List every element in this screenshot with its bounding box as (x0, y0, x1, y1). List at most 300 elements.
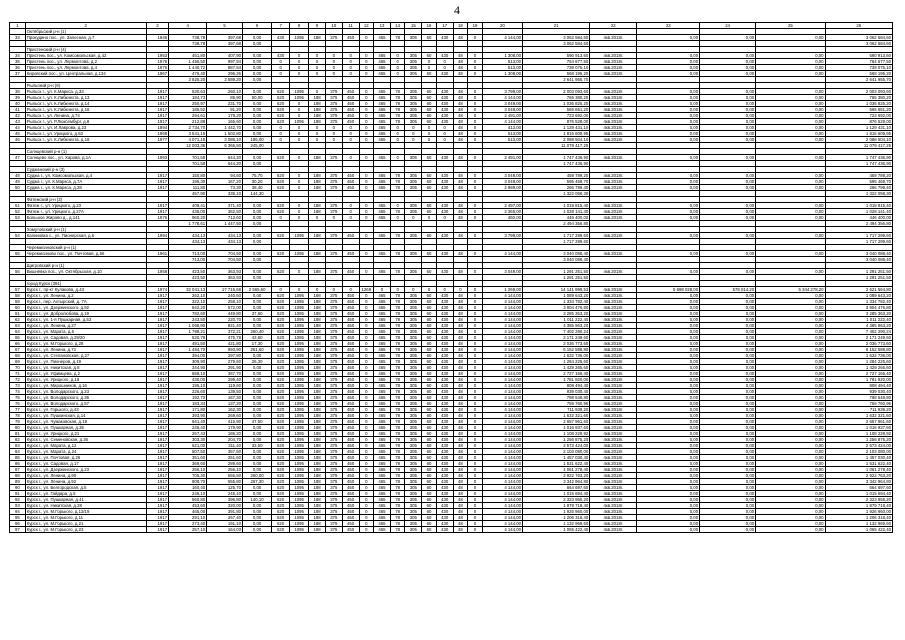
table-cell: 4 144,00 (482, 353, 522, 359)
table-cell: Курск г., ул. Марата, д.24 (25, 449, 146, 455)
table-cell: 48 (453, 479, 468, 485)
table-cell: 0 (468, 401, 483, 407)
table-cell: 0 (342, 59, 359, 65)
table-cell: 0,00 (700, 461, 756, 467)
table-cell: 0 (468, 413, 483, 419)
table-cell: 430 (436, 491, 453, 497)
table-cell: 430 (436, 35, 453, 41)
table-cell: 450 (342, 113, 359, 119)
table-cell: 212,88 (169, 119, 207, 125)
table-cell: 1095 (290, 293, 309, 299)
table-cell: 1 442,70 (207, 125, 243, 131)
total-cell: 1 717 299,60 (523, 239, 590, 245)
table-cell: 0 (342, 71, 359, 77)
table-cell: 78 (390, 491, 405, 497)
table-cell: 1917 (146, 95, 168, 101)
table-cell: 465 (374, 407, 391, 413)
table-cell: 70 (10, 365, 26, 371)
table-cell: 4кв.2018г. (590, 269, 637, 275)
table-cell: 450 (342, 461, 359, 467)
table-cell: 0,00 (637, 383, 700, 389)
table-cell: 450 (342, 443, 359, 449)
table-cell: 1976 (146, 65, 168, 71)
table-cell: 305 (405, 389, 422, 395)
table-cell: 1917 (146, 455, 168, 461)
table-cell: 60 (422, 365, 437, 371)
table-cell: 430 (436, 107, 453, 113)
table-cell: 0,00 (756, 155, 825, 161)
table-cell: 0 (272, 287, 290, 293)
table-cell: 664 697,60 (523, 485, 590, 491)
table-cell: 375 (325, 497, 342, 503)
table-cell: 0,00 (700, 35, 756, 41)
table-cell: 1917 (146, 485, 168, 491)
table-cell: 48 (453, 185, 468, 191)
table-cell: 465 (374, 515, 391, 521)
table-cell: 17,30 (243, 341, 272, 347)
table-cell: 0,00 (243, 527, 272, 533)
table-cell: Черемисиново пос., ул. Почтовая, д.56 (25, 251, 146, 257)
table-cell: 4 144,00 (482, 119, 522, 125)
table-cell: 555,80 (207, 479, 243, 485)
table-cell: 48 (453, 119, 468, 125)
table-cell: Рыльск г., ул. К.Либкнехта, д.16 (25, 107, 146, 113)
table-cell: 1917 (146, 353, 168, 359)
table-cell: 0,00 (700, 335, 756, 341)
table-cell: 0,00 (637, 101, 700, 107)
table-cell: 1 256 875,20 (523, 437, 590, 443)
table-cell: 0,00 (637, 209, 700, 215)
table-cell: 0 (468, 311, 483, 317)
table-cell: 92 (10, 497, 26, 503)
table-cell: 465 (374, 209, 391, 215)
table-cell: 45 (10, 131, 26, 137)
table-cell: 0 (468, 467, 483, 473)
table-cell: 0,00 (700, 131, 756, 137)
table-cell: 430 (436, 437, 453, 443)
table-cell: 1917 (146, 107, 168, 113)
table-cell: 78 (390, 347, 405, 353)
table-cell: Курск г., ул. Гайдара, д.5 (25, 491, 146, 497)
table-cell: 1095 (290, 491, 309, 497)
table-cell: 1095 (290, 317, 309, 323)
table-cell: 620 (272, 479, 290, 485)
table-cell: 620 (272, 203, 290, 209)
total-cell: 12 003,36 (169, 143, 207, 149)
table-cell: 78 (390, 443, 405, 449)
table-cell: 4кв.2018г. (590, 389, 637, 395)
table-cell: 0,00 (756, 371, 825, 377)
table-cell: 0 (359, 65, 374, 71)
table-cell: 0,00 (756, 131, 825, 137)
total-cell: 423,50 (169, 275, 207, 281)
table-cell: 0,00 (700, 419, 756, 425)
table-cell: 0,00 (700, 407, 756, 413)
table-cell: 1917 (146, 383, 168, 389)
table-cell: 4 144,00 (482, 293, 522, 299)
column-number: 6 (243, 23, 272, 29)
table-cell: 60 (422, 491, 437, 497)
table-cell: Рыльск г., ул. Р.Люксембург, д.8 (25, 119, 146, 125)
table-cell: 188 (309, 35, 326, 41)
table-cell: 60 (422, 203, 437, 209)
table-cell: 0,00 (637, 515, 700, 521)
table-cell: 0 (468, 305, 483, 311)
district-name: Рыльский р-н (9) (25, 83, 146, 89)
table-cell: 711 939,20 (523, 407, 590, 413)
district-name: город Курск (391) (25, 281, 146, 287)
table-cell: 0 (436, 131, 453, 137)
table-cell: 430 (436, 341, 453, 347)
table-cell: 0,00 (637, 203, 700, 209)
table-cell: 620 (272, 359, 290, 365)
table-cell: 0 (309, 215, 326, 221)
table-cell: 60 (422, 497, 437, 503)
table-cell: 4 144,00 (482, 509, 522, 515)
table-cell: 0,00 (756, 473, 825, 479)
table-cell: 60 (422, 455, 437, 461)
table-cell: 240,60 (207, 293, 243, 299)
table-cell: 450 (342, 317, 359, 323)
table-cell: 0,00 (700, 89, 756, 95)
table-cell: 79 (10, 419, 26, 425)
table-cell: 53 (10, 215, 26, 221)
table-cell: 1917 (146, 521, 168, 527)
table-cell: 620 (272, 101, 290, 107)
table-cell: 0 (359, 437, 374, 443)
table-cell: 1095 (290, 251, 309, 257)
table-cell: 0 (359, 341, 374, 347)
table-cell: 0 (309, 137, 326, 143)
table-cell: 78 (390, 119, 405, 125)
table-cell: 2 323 955,20 (825, 497, 892, 503)
table-cell: 305 (405, 65, 422, 71)
column-number: 14 (390, 23, 405, 29)
table-cell: 375 (325, 515, 342, 521)
table-cell: 0,00 (243, 125, 272, 131)
table-cell: 0 (290, 287, 309, 293)
table-cell: 48 (453, 461, 468, 467)
table-cell: 0,00 (700, 395, 756, 401)
table-cell: 1917 (146, 341, 168, 347)
table-cell: 188 (309, 341, 326, 347)
table-cell: 415,90 (207, 419, 243, 425)
total-cell: 0,00 (243, 77, 272, 83)
table-cell: 78 (390, 173, 405, 179)
table-cell: 375 (325, 359, 342, 365)
total-cell: 144,30 (243, 191, 272, 197)
table-cell: 303,30 (169, 437, 207, 443)
table-cell: 1 036 825,20 (825, 101, 892, 107)
table-cell: 5 344 278,20 (756, 287, 825, 293)
table-cell: 0 (359, 515, 374, 521)
table-cell: 0,00 (637, 107, 700, 113)
table-cell: 185,00 (243, 137, 272, 143)
table-cell: 450 (342, 389, 359, 395)
total-cell: 3 040 088,40 (523, 257, 590, 263)
table-cell: 78 (390, 359, 405, 365)
table-cell: 188 (309, 179, 326, 185)
table-cell: 188 (309, 95, 326, 101)
table-cell: 38 (10, 89, 26, 95)
table-cell: 188 (309, 443, 326, 449)
table-cell: 60 (422, 299, 437, 305)
table-cell: 73,30 (207, 185, 243, 191)
table-cell: 375 (325, 383, 342, 389)
table-cell: 430 (436, 377, 453, 383)
table-cell: 4 385 963,20 (825, 323, 892, 329)
table-cell: 188 (309, 185, 326, 191)
table-cell: 48 (453, 95, 468, 101)
table-cell: 78 (390, 437, 405, 443)
table-cell: 413,00 (482, 125, 522, 131)
table-cell: 1 926 960,00 (523, 509, 590, 515)
table-cell: 1917 (146, 527, 168, 533)
table-cell: 2 088 504,10 (523, 137, 590, 143)
table-cell: 125,70 (207, 485, 243, 491)
table-cell: 48 (453, 467, 468, 473)
table-cell: 450 (342, 311, 359, 317)
table-cell: 465 (374, 251, 391, 257)
table-cell: 375 (325, 341, 342, 347)
table-cell: 375 (325, 473, 342, 479)
table-cell: 48 (453, 323, 468, 329)
column-number: 5 (207, 23, 243, 29)
table-cell: 451,80 (169, 53, 207, 59)
table-cell: 0,00 (700, 353, 756, 359)
table-cell: 188 (309, 311, 326, 317)
table-cell: 0 (468, 323, 483, 329)
table-cell: 620 (272, 401, 290, 407)
table-cell: 620 (272, 413, 290, 419)
table-cell: 305 (405, 371, 422, 377)
table-cell: 48 (453, 449, 468, 455)
table-cell: 465 (374, 413, 391, 419)
table-cell: 57 (10, 287, 26, 293)
table-cell: 0 (468, 515, 483, 521)
table-cell: 1 016 937,60 (523, 425, 590, 431)
table-cell: 3 904 476,80 (523, 305, 590, 311)
table-cell: 1095 (290, 353, 309, 359)
table-cell: 513,00 (482, 59, 522, 65)
table-cell: 81 (10, 431, 26, 437)
district-name: Октябрьский р-н (1) (25, 29, 146, 35)
table-cell: 0 (436, 215, 453, 221)
table-cell: 179,90 (207, 425, 243, 431)
table-cell: 68 (10, 353, 26, 359)
table-cell: 0,00 (637, 479, 700, 485)
table-cell: 450 (342, 323, 359, 329)
table-cell: 0,00 (756, 395, 825, 401)
table-cell: 375 (325, 455, 342, 461)
table-cell: 0 (290, 131, 309, 137)
table-cell: 0 (359, 317, 374, 323)
table-cell: 0 (359, 359, 374, 365)
table-cell: 305 (405, 341, 422, 347)
table-cell: 0 (290, 215, 309, 221)
table-cell: 0,00 (243, 503, 272, 509)
table-cell: 620 (272, 113, 290, 119)
table-cell: 0,00 (700, 449, 756, 455)
table-cell: Курск г., ул. Пушкинская, д.14 (25, 413, 146, 419)
table-cell: 375 (325, 479, 342, 485)
table-cell: 0,00 (700, 503, 756, 509)
table-cell: 0,00 (637, 455, 700, 461)
table-cell: 78 (390, 485, 405, 491)
table-cell: 231,70 (207, 101, 243, 107)
table-cell: 4 144,00 (482, 329, 522, 335)
table-cell: 620 (272, 371, 290, 377)
table-cell: 4кв.2018г. (590, 323, 637, 329)
table-cell: 60 (422, 413, 437, 419)
table-cell: 273,40 (169, 521, 207, 527)
table-cell: 407,90 (207, 53, 243, 59)
table-cell: 450 (342, 335, 359, 341)
table-cell: 186,20 (207, 431, 243, 437)
table-cell: 2 171 249,60 (523, 335, 590, 341)
table-cell: 0 (468, 365, 483, 371)
table-cell: 620 (272, 497, 290, 503)
table-cell: 620 (272, 293, 290, 299)
table-cell: 296,26 (207, 71, 243, 77)
table-cell: 430 (436, 365, 453, 371)
table-cell: 188 (309, 113, 326, 119)
table-cell: 47,50 (243, 419, 272, 425)
table-cell: 119,60 (207, 383, 243, 389)
column-number: 16 (422, 23, 437, 29)
table-cell: 0,00 (756, 509, 825, 515)
table-cell: 0 (468, 59, 483, 65)
table-cell: 51 (10, 203, 26, 209)
table-cell: 289,60 (207, 461, 243, 467)
table-cell: Рыльск г., ул. К.Либкнехта, д.14 (25, 101, 146, 107)
table-cell: 0 (422, 137, 437, 143)
table-cell: Курск г., ул. Ленина, д.90 (25, 473, 146, 479)
table-cell: 453,60 (169, 503, 207, 509)
table-cell: 450 (342, 371, 359, 377)
table-cell: 1095 (290, 299, 309, 305)
table-cell: 305 (405, 311, 422, 317)
table-cell: 71 (10, 371, 26, 377)
table-cell: 1 129 431,10 (523, 125, 590, 131)
table-cell: 465 (374, 341, 391, 347)
table-cell: 150,80 (169, 173, 207, 179)
table-cell: Пристень пос., ул. Комсомольская, д.42 (25, 53, 146, 59)
table-cell: 48 (453, 293, 468, 299)
table-cell: Курск г., ул. Горького, д.43 (25, 407, 146, 413)
table-cell: 220,70 (207, 317, 243, 323)
table-cell: 267,43 (169, 431, 207, 437)
table-cell: 305 (405, 173, 422, 179)
table-cell: 0,00 (700, 269, 756, 275)
table-cell: 305 (405, 107, 422, 113)
table-cell: 48 (453, 311, 468, 317)
table-cell: 188 (309, 437, 326, 443)
table-cell: 78 (390, 509, 405, 515)
table-cell: 4 385 963,20 (523, 323, 590, 329)
table-cell: 305 (405, 359, 422, 365)
table-cell: 0,00 (756, 419, 825, 425)
table-cell: 188 (309, 383, 326, 389)
table-cell: 0 (290, 107, 309, 113)
table-cell: Курск г., пер. Ахтырский, д. 7А (25, 299, 146, 305)
table-cell: 1095 (290, 497, 309, 503)
table-cell: 77 (10, 407, 26, 413)
table-cell: 2 727 166,40 (523, 371, 590, 377)
table-cell: 0,00 (756, 443, 825, 449)
table-cell: 0 (359, 335, 374, 341)
table-cell: 245,10 (169, 491, 207, 497)
table-cell: 139,50 (207, 389, 243, 395)
table-cell: 33 (10, 35, 26, 41)
table-cell: 0,00 (756, 347, 825, 353)
table-cell: 2 323 955,20 (523, 497, 590, 503)
table-cell: 0 (468, 419, 483, 425)
table-cell: 1 879 718,40 (825, 503, 892, 509)
table-cell: 1917 (146, 185, 168, 191)
table-cell: 4 144,00 (482, 359, 522, 365)
table-cell: Курск г., ул. М.Горького, д.28 (25, 341, 146, 347)
table-cell: 620 (272, 491, 290, 497)
table-cell: 48 (453, 473, 468, 479)
table-cell: 48 (453, 209, 468, 215)
table-cell: 0,00 (243, 323, 272, 329)
table-cell: 60 (422, 173, 437, 179)
table-cell: 60 (422, 449, 437, 455)
table-cell: 765 380,20 (825, 95, 892, 101)
table-cell: 262,10 (169, 293, 207, 299)
table-cell: 4 144,00 (482, 395, 522, 401)
table-cell: 0,00 (637, 335, 700, 341)
table-cell: 305 (405, 335, 422, 341)
table-cell: 64 (10, 329, 26, 335)
table-cell: 0 (422, 287, 437, 293)
table-cell: 260,00 (243, 473, 272, 479)
table-cell: 2 657 961,60 (523, 419, 590, 425)
district-name: Пристенский р-н (4) (25, 47, 146, 53)
table-cell: 450 (342, 455, 359, 461)
table-cell: 430 (436, 419, 453, 425)
table-cell: 0,00 (243, 425, 272, 431)
table-cell: 0,00 (243, 71, 272, 77)
table-cell: 188 (309, 347, 326, 353)
table-cell: 430 (436, 323, 453, 329)
table-cell: 375 (325, 329, 342, 335)
table-cell: 0,00 (637, 35, 700, 41)
table-cell: 0 (309, 89, 326, 95)
table-cell: 1 061 278,40 (523, 467, 590, 473)
table-cell: 0,00 (700, 113, 756, 119)
table-cell: 305 (405, 95, 422, 101)
table-cell: 60 (422, 341, 437, 347)
table-cell: 0 (422, 131, 437, 137)
table-cell: 620 (272, 467, 290, 473)
table-cell: 391,80 (207, 509, 243, 515)
table-cell: 1917 (146, 299, 168, 305)
table-cell: 4кв.2018г. (590, 467, 637, 473)
table-cell: 305 (405, 437, 422, 443)
table-cell: 0,00 (637, 215, 700, 221)
table-cell: 450 (342, 233, 359, 239)
table-cell: 0,00 (637, 473, 700, 479)
table-cell: 0 (390, 65, 405, 71)
table-cell: 2 734,70 (169, 125, 207, 131)
table-cell: 2 103 080,00 (523, 449, 590, 455)
table-cell: 465 (374, 233, 391, 239)
table-cell: 0,00 (243, 521, 272, 527)
total-cell: 2 589,20 (207, 77, 243, 83)
table-cell: 4кв.2018г. (590, 527, 637, 533)
